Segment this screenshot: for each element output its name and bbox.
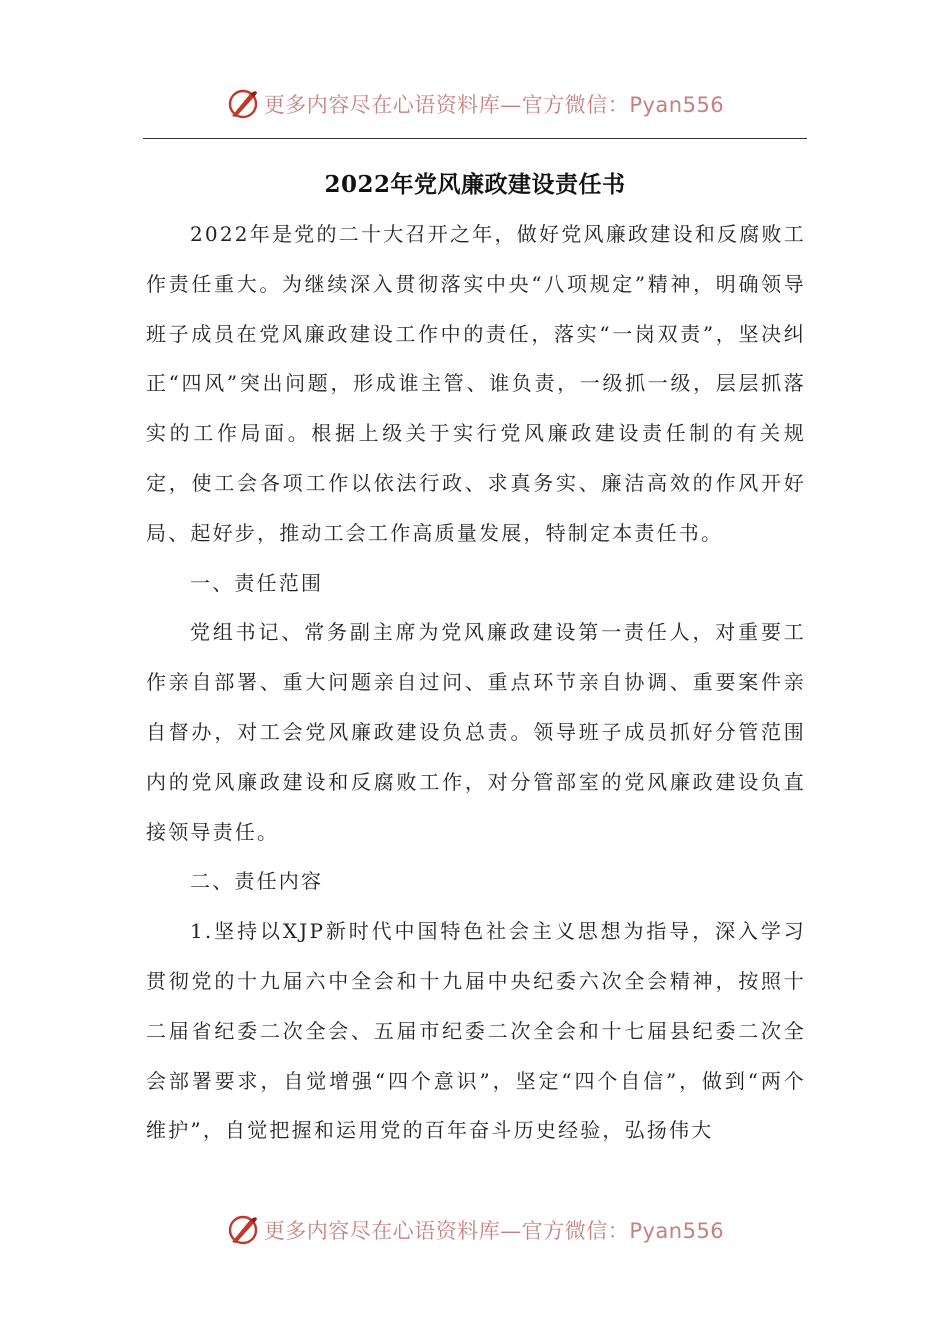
document-title: 2022年党风廉政建设责任书 bbox=[324, 171, 626, 198]
intro-paragraph: 2022年是党的二十大召开之年，做好党风廉政建设和反腐败工作责任重大。为继续深入贯彻落实中央“八项规定”精神，明确领导班子成员在党风廉政建设工作中的责任，落实“一岗双责”，坚决纠正“四风”突出问题，形成谁主管、谁负责，一级抓一级，层层抓落实的工作局面。根据上级关于实行党风廉政建设责任制的有关规定，使工会各项工作以依法行政、求真务实、廉洁高效的作风开好局、起好步，推动工会工作高质量发展，特制定本责任书。 bbox=[146, 222, 806, 545]
banner-text: 更多内容尽在心语资料库—官方微信：Pyan556 bbox=[263, 93, 725, 117]
quill-logo-icon bbox=[226, 1213, 260, 1247]
banner-wechat-id: Pyan556 bbox=[629, 93, 725, 117]
document-body bbox=[146, 210, 806, 1156]
section-heading-scope: 一、责任范围 bbox=[190, 570, 324, 595]
banner-text: 更多内容尽在心语资料库—官方微信：Pyan556 bbox=[263, 1219, 725, 1243]
header-rule bbox=[143, 138, 807, 139]
scope-paragraph: 党组书记、常务副主席为党风廉政建设第一责任人，对重要工作亲自部署、重大问题亲自过问、重点环节亲自协调、重要案件亲自督办，对工会党风廉政建设负总责。领导班子成员抓好分管范围内的党风廉政建设和反腐败工作，对分管部室的党风廉政建设负直接领导责任。 bbox=[146, 620, 806, 844]
content-item-1: 1.坚持以XJP新时代中国特色社会主义思想为指导，深入学习贯彻党的十九届六中全会和十九届中央纪委六次全会精神，按照十二届省纪委二次全会、五届市纪委二次全会和十七届县纪委二次全会部署要求，自觉增强“四个意识”，坚定“四个自信”，做到“两个维护”，自觉把握和运用党的百年奋斗历史经验，弘扬伟大 bbox=[146, 919, 806, 1143]
header-banner bbox=[0, 84, 950, 124]
section-heading-content: 二、责任内容 bbox=[190, 869, 324, 894]
quill-logo-icon bbox=[226, 87, 260, 121]
footer-banner bbox=[0, 1210, 950, 1250]
banner-wechat-id: Pyan556 bbox=[629, 1219, 725, 1243]
